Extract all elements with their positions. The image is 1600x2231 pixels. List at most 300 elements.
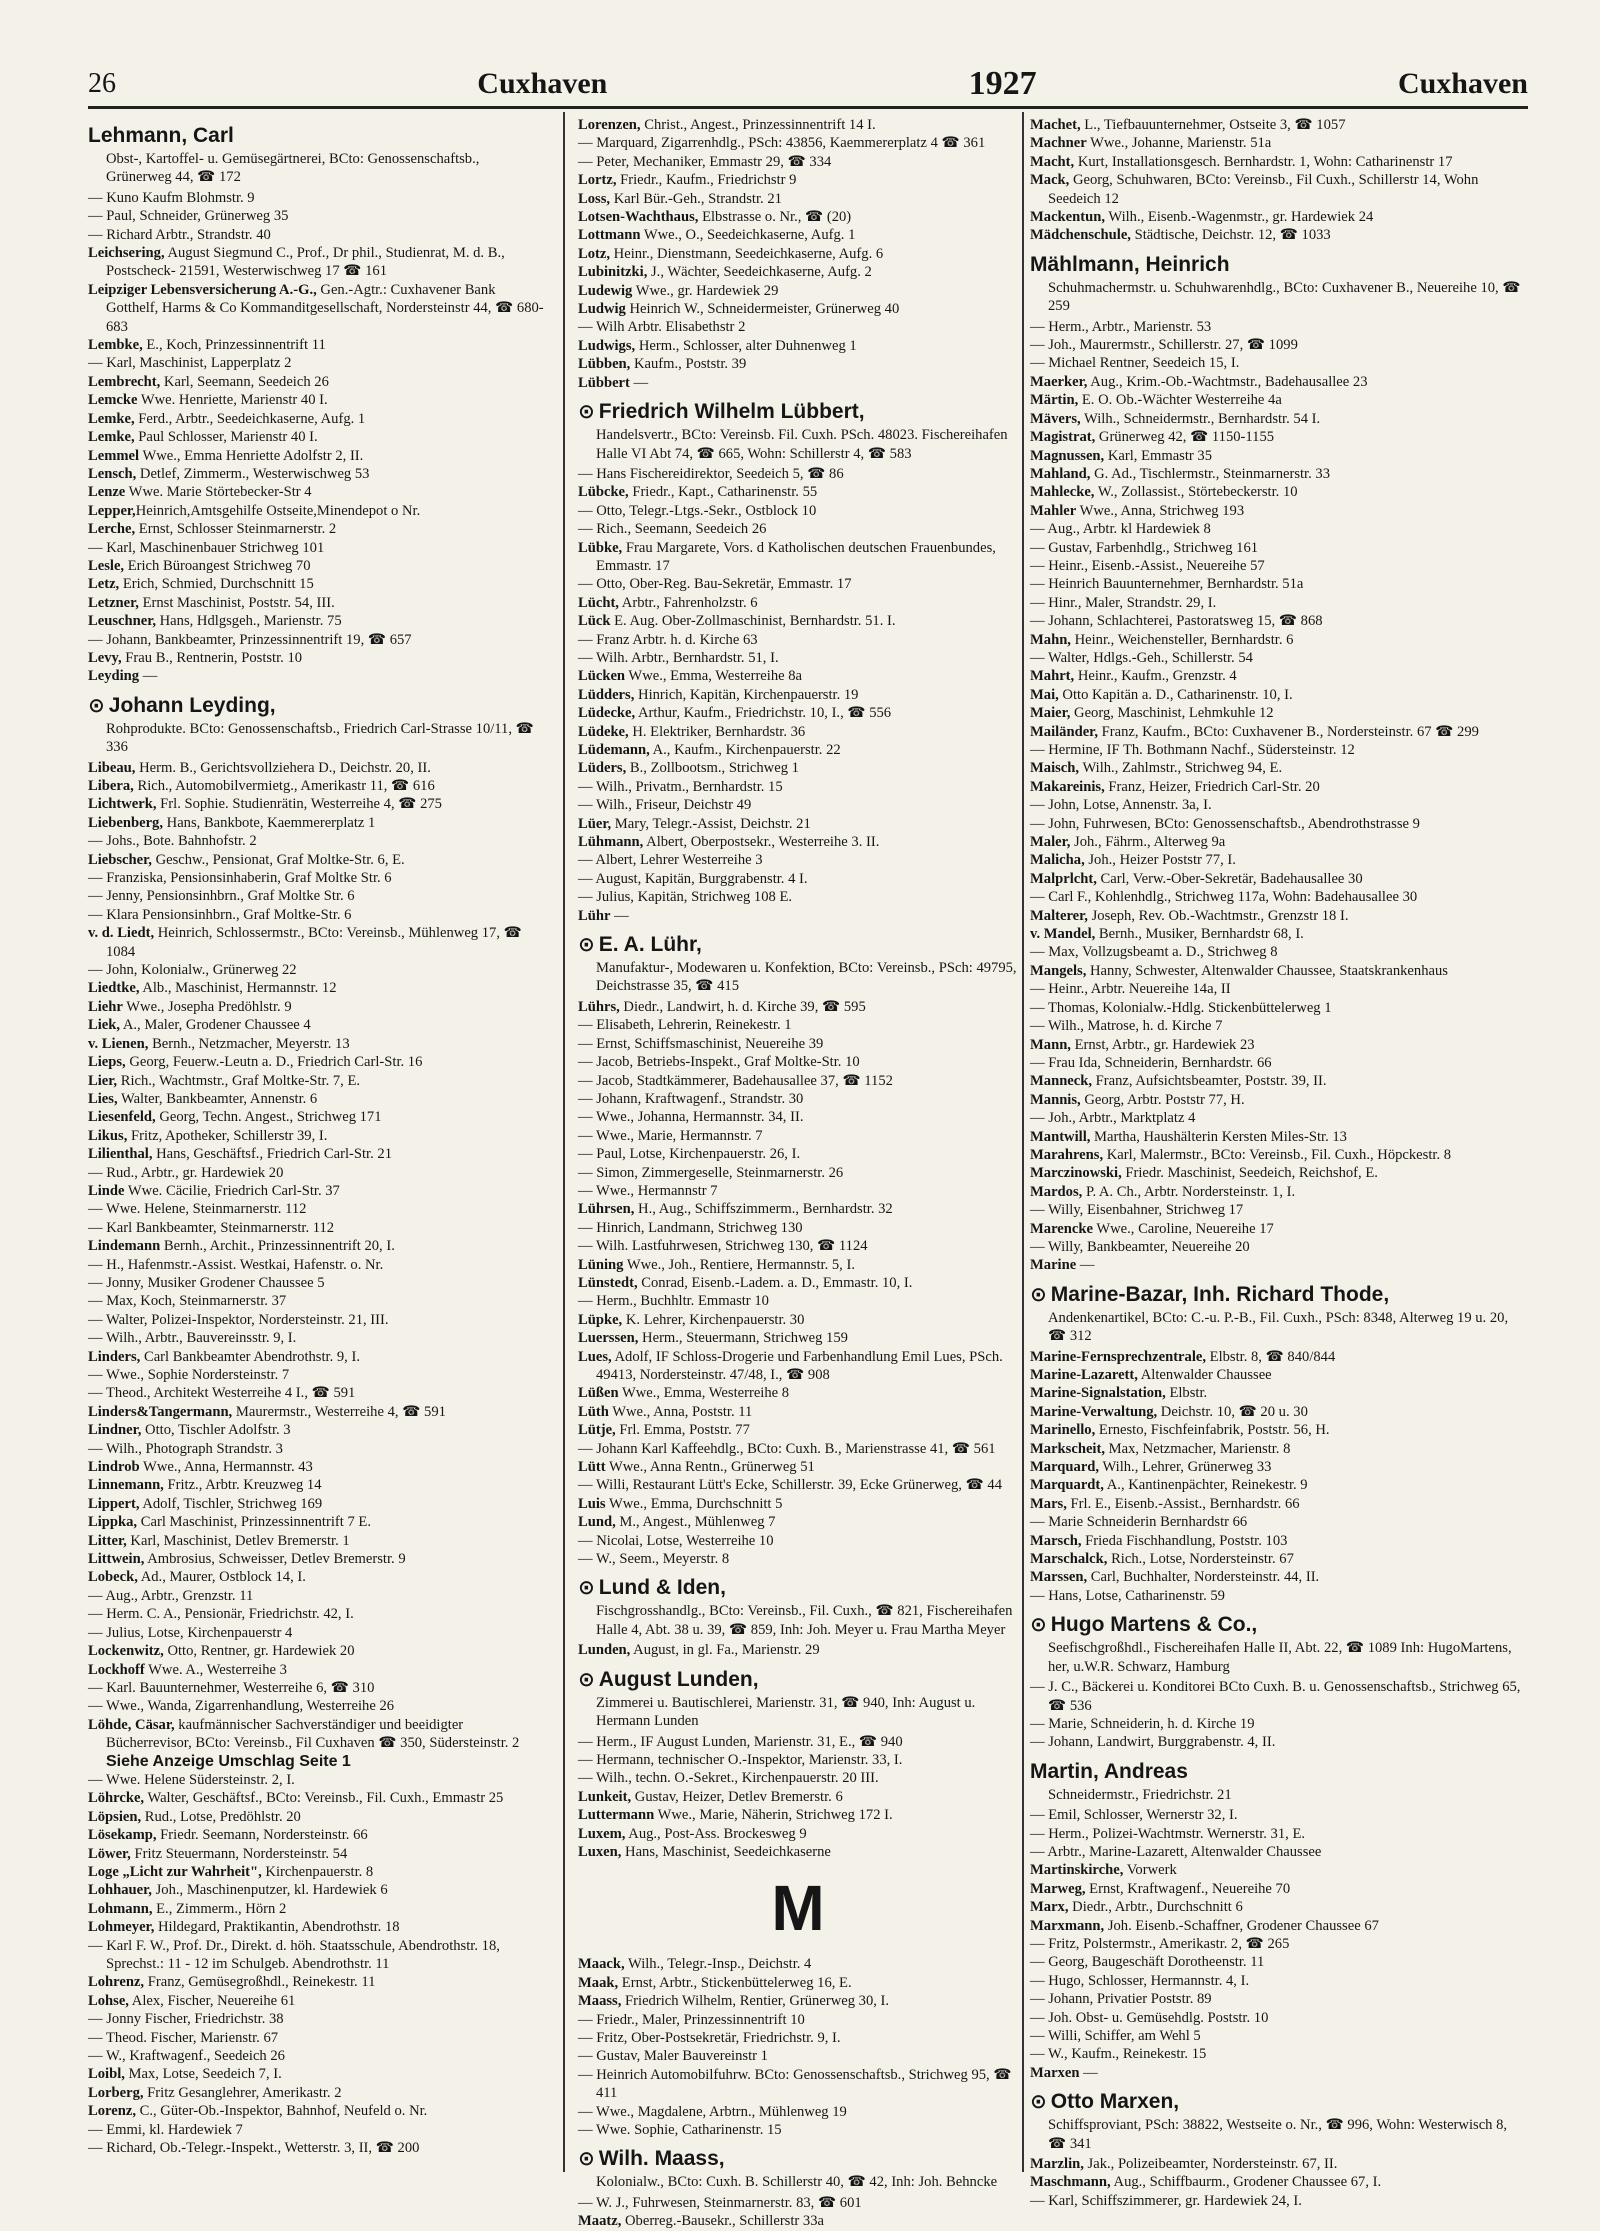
entry-name: Leipziger Lebensversicherung A.-G.,: [88, 281, 317, 298]
directory-entry: [578, 1072, 1018, 1090]
featured-entry: [578, 1574, 1018, 1639]
entry-details: — Theod. Fischer, Marienstr. 67: [88, 2029, 279, 2046]
entry-details: Conrad, Eisenb.-Ladem. a. D., Emmastr. 10, I.: [637, 1274, 913, 1291]
directory-entry: [88, 1403, 548, 1421]
directory-entry: [1030, 980, 1528, 998]
entry-details: — W. J., Fuhrwesen, Steinmarnerstr. 83, ☎ 601: [578, 2194, 862, 2211]
directory-entry: [578, 153, 1018, 171]
entry-details: — August, Kapitän, Burggrabenstr. 4 I.: [578, 870, 808, 887]
directory-entry: [1030, 1366, 1528, 1384]
entry-details: — Simon, Zimmergeselle, Steinmarnerstr. 26: [578, 1164, 844, 1181]
entry-details: C., Güter-Ob.-Inspektor, Bahnhof, Neufeld o. Nr.: [135, 2103, 428, 2120]
directory-entry: [1030, 354, 1528, 372]
entry-details: Deichstr. 10, ☎ 20 u. 30: [1157, 1403, 1308, 1420]
entry-details: — Karl, Schiffszimmerer, gr. Hardewiek 24, I.: [1030, 2192, 1302, 2209]
entry-name: Mahn,: [1030, 631, 1071, 648]
entry-name: Löhrcke,: [88, 1790, 145, 1807]
directory-entry: [1030, 667, 1528, 685]
entry-name: Lichtwerk,: [88, 796, 157, 813]
directory-entry: [1030, 1238, 1528, 1256]
entry-details: Oberreg.-Bausekr., Schillerstr 33a: [621, 2213, 824, 2230]
directory-entry: [578, 631, 1018, 649]
registered-mark-icon: ⊙: [578, 1668, 595, 1691]
entry-details: A., Kantinenpächter, Reinekestr. 9: [1103, 1477, 1308, 1494]
directory-entry: [1030, 907, 1528, 925]
entry-details: — Hugo, Schlosser, Hermannstr. 4, I.: [1030, 1972, 1250, 1989]
entry-name: Makareinis,: [1030, 778, 1105, 795]
entry-name: Letz,: [88, 576, 120, 593]
directory-entry: [1030, 851, 1528, 869]
entry-name: Mahler: [1030, 502, 1077, 519]
entry-details: — Wilh., Privatm., Bernhardstr. 15: [578, 778, 783, 795]
entry-details: Karl, Malermstr., BCto: Vereinsb., Fil. Cuxh., Höpckestr. 8: [1103, 1146, 1452, 1163]
entry-name: Marinello,: [1030, 1422, 1096, 1439]
entry-details: Diedr., Landwirt, h. d. Kirche 39, ☎ 595: [619, 998, 866, 1015]
entry-details: kaufmännischer Sachverständiger und beeidigter Bücherrevisor, BCto: Vereinsb., Fil Cuxhaven ☎ 350, Südersteinstr. 2: [106, 1716, 520, 1752]
directory-entry: [88, 777, 548, 795]
directory-entry: [1030, 759, 1528, 777]
directory-entry: [88, 1384, 548, 1402]
directory-entry: [88, 447, 548, 465]
entry-details: — Arbtr., Marine-Lazarett, Altenwalder Chaussee: [1030, 1843, 1322, 1860]
directory-entry: [88, 520, 548, 538]
entry-name: Loibl,: [88, 2066, 125, 2083]
entry-name: Luttermann: [578, 1807, 655, 1824]
entry-name: Markscheit,: [1030, 1440, 1105, 1457]
directory-entry: [1030, 1935, 1528, 1953]
entry-details: —: [610, 907, 629, 924]
entry-details: Erich Büroangest Strichweg 70: [124, 557, 311, 574]
directory-entry: [1030, 1587, 1528, 1605]
directory-entry: [1030, 2027, 1528, 2045]
entry-details: Ambrosius, Schweisser, Detlev Bremerstr. 9: [144, 1551, 406, 1568]
entry-details: — Richard, Ob.-Telegr.-Inspekt., Wetterstr. 3, II, ☎ 200: [88, 2140, 420, 2157]
entry-name: v. Mandel,: [1030, 926, 1096, 943]
entry-name: Lenze: [88, 484, 126, 501]
entry-name: Malprlcht,: [1030, 870, 1097, 887]
directory-entry: [578, 1843, 1018, 1861]
directory-entry: [578, 1384, 1018, 1402]
entry-details: W., Zollassist., Störtebeckerstr. 10: [1094, 484, 1298, 501]
page-number: 26: [88, 68, 116, 99]
directory-entry: [578, 1495, 1018, 1513]
directory-entry: [578, 833, 1018, 851]
entry-details: — John, Kolonialw., Grünerweg 22: [88, 962, 297, 979]
entry-details: Rich., Automobilvermietg., Amerikastr 11, ☎ 616: [133, 778, 435, 794]
entry-details: — Aug., Arbtr. kl Hardewiek 8: [1030, 521, 1211, 538]
entry-name: Marssen,: [1030, 1569, 1088, 1586]
entry-details: Heinr., Dienstmann, Seedeichkaserne, Aufg. 6: [610, 245, 884, 262]
entry-name: Martin, Andreas: [1030, 1759, 1188, 1783]
entry-name: Maler,: [1030, 834, 1071, 851]
entry-name: Marencke: [1030, 1220, 1093, 1237]
entry-details: Albert, Oberpostsekr., Westerreihe 3. II.: [643, 834, 880, 851]
entry-details: Hildegard, Praktikantin, Abendrothstr. 18: [154, 1919, 400, 1936]
entry-details: L., Tiefbauunternehmer, Ostseite 3, ☎ 1057: [1080, 117, 1346, 133]
directory-entry: [1030, 1440, 1528, 1458]
entry-details: Wwe., Anna Rentn., Grünerweg 51: [605, 1459, 815, 1476]
entry-name: Marine: [1030, 1257, 1077, 1274]
entry-details: Fritz, Apotheker, Schillerstr 39, I.: [127, 1127, 328, 1144]
entry-details: — W., Kaufm., Reinekestr. 15: [1030, 2046, 1207, 2063]
column-divider: [563, 112, 565, 2172]
entry-details: — Julius, Lotse, Kirchenpauerstr 4: [88, 1624, 293, 1641]
entry-name: Marczinowski,: [1030, 1165, 1122, 1182]
entry-details: Max, Lotse, Seedeich 7, I.: [124, 2066, 282, 2083]
directory-entry: [578, 116, 1018, 134]
directory-entry: [1030, 1715, 1528, 1733]
entry-details: Kirchenpauerstr. 8: [261, 1863, 374, 1880]
entry-details: — Willi, Schiffer, am Wehl 5: [1030, 2028, 1201, 2044]
directory-entry: [88, 1440, 548, 1458]
directory-entry: [88, 1826, 548, 1844]
entry-name: Loge „Licht zur Wahrheit",: [88, 1863, 262, 1880]
entry-name: Lohrenz,: [88, 1974, 145, 1991]
entry-details: — Johann Karl Kaffeehdlg., BCto: Cuxh. B., Marienstrasse 41, ☎ 561: [578, 1440, 996, 1457]
directory-entry: [88, 1164, 548, 1182]
directory-entry: [578, 190, 1018, 208]
directory-entry: [88, 979, 548, 997]
directory-entry: [578, 337, 1018, 355]
entry-name: Ludewig: [578, 282, 633, 299]
directory-entry: [88, 1992, 548, 2010]
entry-name: Lunkeit,: [578, 1788, 632, 1805]
entry-name: Lindrob: [88, 1459, 140, 1476]
entry-details: — Franz Arbtr. h. d. Kirche 63: [578, 631, 758, 648]
entry-name: Lorenz,: [88, 2103, 136, 2120]
directory-entry: [88, 1421, 548, 1439]
entry-name: Machet,: [1030, 117, 1081, 133]
entry-details: — Klara Pensionsinhbrn., Graf Moltke-Str. 6: [88, 906, 352, 923]
entry-name: Lübke,: [578, 539, 623, 556]
directory-entry: [1030, 1898, 1528, 1916]
directory-entry: [1030, 2173, 1528, 2191]
featured-entry-name: [1030, 1611, 1528, 1639]
entry-details: Grünerweg 42, ☎ 1150-1155: [1095, 429, 1275, 446]
directory-entry: [1030, 1861, 1528, 1879]
directory-entry: [1030, 1458, 1528, 1476]
entry-details: Georg, Techn. Angest., Strichweg 171: [155, 1109, 382, 1126]
entry-details: — Wwe. Sophie, Catharinenstr. 15: [578, 2122, 782, 2138]
entry-name: Lues,: [578, 1348, 612, 1365]
entry-details: — Max, Vollzugsbeamt a. D., Strichweg 8: [1030, 944, 1278, 961]
entry-details: G. Ad., Tischlermstr., Steinmarnerstr. 33: [1090, 465, 1331, 482]
directory-entry: [578, 759, 1018, 777]
entry-name: Lund & Iden,: [598, 1576, 726, 1600]
entry-name: Magnussen,: [1030, 447, 1105, 464]
entry-details: — Julius, Kapitän, Strichweg 108 E.: [578, 889, 793, 906]
entry-name: Lortz,: [578, 172, 617, 189]
entry-details: Vorwerk: [1123, 1862, 1177, 1879]
entry-name: Marquardt,: [1030, 1477, 1104, 1494]
registered-mark-icon: ⊙: [1030, 1614, 1047, 1637]
entry-name: Linnemann,: [88, 1477, 164, 1494]
directory-entry: [578, 1440, 1018, 1458]
directory-entry: [1030, 1825, 1528, 1843]
entry-details: Joseph, Rev. Ob.-Wachtmstr., Grenzstr 18 I.: [1087, 907, 1349, 924]
entry-details: Fritz Gesanglehrer, Amerikastr. 2: [143, 2084, 342, 2101]
directory-entry: [88, 1366, 548, 1384]
column-middle: [578, 116, 1018, 2230]
entry-details: Mary, Telegr.-Assist, Deichstr. 21: [611, 815, 811, 832]
directory-entry: [1030, 1128, 1528, 1146]
entry-name: Maerker,: [1030, 373, 1088, 390]
directory-entry: [1030, 1164, 1528, 1182]
directory-entry: [578, 575, 1018, 593]
entry-details: Kurt, Installationsgesch. Bernhardstr. 1, Wohn: Catharinenstr 17: [1074, 153, 1453, 170]
directory-entry: [1030, 520, 1528, 538]
directory-entry: [578, 815, 1018, 833]
directory-entry: [88, 1348, 548, 1366]
entry-name: Lühr: [578, 907, 611, 924]
directory-entry: [578, 998, 1018, 1016]
entry-name: August Lunden,: [598, 1667, 759, 1691]
directory-entry: [88, 1568, 548, 1586]
featured-entry-name: [578, 931, 1018, 959]
entry-details: Wwe., Anna, Strichweg 193: [1076, 502, 1245, 519]
entry-details: Wwe. Marie Störtebecker-Str 4: [125, 484, 312, 501]
directory-entry: [1030, 153, 1528, 171]
entry-details: Wwe. Cäcilie, Friedrich Carl-Str. 37: [124, 1182, 340, 1199]
directory-entry: [578, 1127, 1018, 1145]
directory-entry: [578, 1035, 1018, 1053]
directory-entry: [88, 1642, 548, 1660]
entry-details: — Max, Koch, Steinmarnerstr. 37: [88, 1293, 287, 1310]
entry-details: Ernst, Arbtr., Stickenbüttelerweg 16, E.: [618, 1974, 852, 1991]
entry-name: Lier,: [88, 1072, 118, 1089]
entry-details: — Wilh., Matrose, h. d. Kirche 7: [1030, 1018, 1223, 1035]
entry-name: Wilh. Maass,: [598, 2147, 725, 2171]
entry-details: — Jonny Fischer, Friedrichstr. 38: [88, 2011, 284, 2028]
directory-entry: [578, 796, 1018, 814]
directory-entry: [1030, 1550, 1528, 1568]
entry-name: Lücken: [578, 668, 626, 685]
entry-details: Hans, Geschäftsf., Friedrich Carl-Str. 21: [152, 1146, 392, 1163]
entry-name: Lippert,: [88, 1495, 140, 1512]
entry-details: Otto, Tischler Adolfstr. 3: [141, 1422, 291, 1439]
entry-details: Friedr., Kaufm., Friedrichstr 9: [616, 172, 797, 189]
featured-entry-name: [1030, 251, 1528, 279]
entry-name: Mailänder,: [1030, 723, 1098, 740]
entry-name: Malterer,: [1030, 907, 1088, 924]
entry-details: — Emmi, kl. Hardewiek 7: [88, 2121, 243, 2138]
directory-entry: [88, 869, 548, 887]
directory-entry: [1030, 925, 1528, 943]
directory-entry: [88, 281, 548, 336]
entry-details: Paul Schlosser, Marienstr 40 I.: [134, 429, 318, 446]
directory-entry: [88, 1237, 548, 1255]
entry-details: — Emil, Schlosser, Wernerstr 32, I.: [1030, 1807, 1238, 1824]
registered-mark-icon: ⊙: [578, 934, 595, 957]
directory-entry: [578, 1090, 1018, 1108]
entry-name: Lübben,: [578, 356, 631, 373]
entry-details: Georg, Feuerw.-Leutn a. D., Friedrich Carl-Str. 16: [125, 1054, 423, 1071]
directory-entry: [88, 759, 548, 777]
directory-entry: [88, 1200, 548, 1218]
directory-entry: [578, 870, 1018, 888]
entry-name: Marahrens,: [1030, 1146, 1104, 1163]
entry-details: — Johann, Schlachterei, Pastoratsweg 15, ☎ 868: [1030, 613, 1323, 630]
directory-entry: [88, 1845, 548, 1863]
entry-name: Lund,: [578, 1514, 616, 1531]
entry-details: — Nicolai, Lotse, Westerreihe 10: [578, 1532, 774, 1549]
directory-entry: [578, 483, 1018, 501]
entry-details: — Wilh., Arbtr., Bauvereinsstr. 9, I.: [88, 1330, 297, 1347]
featured-entry-name: [578, 2145, 1018, 2173]
entry-name: Maatz,: [578, 2213, 622, 2230]
entry-details: — Michael Rentner, Seedeich 15, I.: [1030, 355, 1240, 372]
entry-details: Aug., Krim.-Ob.-Wachtmstr., Badehausallee 23: [1087, 373, 1368, 390]
directory-entry: [1030, 391, 1528, 409]
entry-name: Mars,: [1030, 1495, 1067, 1512]
directory-entry: [578, 1788, 1018, 1806]
directory-entry: [578, 1182, 1018, 1200]
entry-name: Lührsen,: [578, 1201, 635, 1218]
directory-entry: [578, 1955, 1018, 1973]
entry-details: Georg, Schuhwaren, BCto: Vereinsb., Fil Cuxh., Schillerstr 14, Wohn Seedeich 12: [1048, 172, 1479, 207]
entry-name: Marx,: [1030, 1899, 1069, 1916]
directory-entry: [88, 1550, 548, 1568]
entry-details: Rich., Lotse, Nordersteinstr. 67: [1107, 1551, 1294, 1568]
entry-name: Marschalck,: [1030, 1551, 1108, 1568]
entry-details: — Johs., Bote. Bahnhofstr. 2: [88, 833, 257, 850]
directory-entry: [88, 1661, 548, 1679]
entry-details: — Otto, Telegr.-Ltgs.-Sekr., Ostblock 10: [578, 502, 817, 519]
featured-entry: [578, 931, 1018, 996]
entry-details: — Karl. Bauunternehmer, Westerreihe 6, ☎ 310: [88, 1679, 375, 1696]
featured-entry: [88, 692, 548, 757]
entry-name: Lockenwitz,: [88, 1643, 164, 1660]
directory-entry: [1030, 1843, 1528, 1861]
directory-entry: [1030, 318, 1528, 336]
entry-details: — H., Hafenmstr.-Assist. Westkai, Hafenstr. o. Nr.: [88, 1256, 384, 1273]
entry-details: Fischgrosshandlg., BCto: Vereinsb., Fil. Cuxh., ☎ 821, Fischereihafen Halle 4, Abt. 38 u. 39, ☎ 859, Inh: Joh. Meyer u. Frau Martha Meyer: [596, 1603, 1013, 1638]
directory-entry: [578, 263, 1018, 281]
entry-details: — Herm., Buchhltr. Emmastr 10: [578, 1293, 769, 1310]
directory-entry: [1030, 870, 1528, 888]
directory-entry: [1030, 483, 1528, 501]
directory-entry: [1030, 1072, 1528, 1090]
featured-entry-name: [1030, 1758, 1528, 1786]
entry-name: Lunden,: [578, 1642, 631, 1659]
entry-details: Ernst, Schlosser Steinmarnerstr. 2: [135, 521, 337, 538]
directory-entry: [88, 1292, 548, 1310]
directory-entry: [88, 1605, 548, 1623]
entry-details: — Wwe., Sophie Nordersteinstr. 7: [88, 1367, 290, 1383]
entry-details: Schneidermstr., Friedrichstr. 21: [1048, 1786, 1232, 1803]
entry-details: — Aug., Arbtr., Grenzstr. 11: [88, 1587, 254, 1604]
entry-details: Altenwalder Chaussee: [1137, 1367, 1272, 1383]
entry-details: — Wilh., techn. O.-Sekret., Kirchenpauerstr. 20 III.: [578, 1770, 879, 1787]
directory-entry: [578, 888, 1018, 906]
entry-details: August Siegmund C., Prof., Dr phil., Studienrat, M. d. B., Postscheck- 21591, Westerwischweg 17 ☎ 161: [106, 245, 505, 280]
featured-entry: [1030, 2088, 1528, 2153]
directory-entry: [1030, 1421, 1528, 1439]
directory-entry: [88, 667, 548, 685]
directory-entry: [578, 1348, 1018, 1385]
entry-name: Lüdecke,: [578, 705, 636, 722]
entry-name: Likus,: [88, 1127, 128, 1144]
featured-entry: [1030, 1611, 1528, 1676]
entry-details: — Wwe. Helene Südersteinstr. 2, I.: [88, 1771, 295, 1788]
entry-details: Karl, Seemann, Seedeich 26: [160, 373, 329, 390]
entry-details: Wwe., Josepha Predöhlstr. 9: [122, 998, 292, 1015]
entry-details: — Karl, Maschinist, Lapperplatz 2: [88, 355, 292, 372]
directory-entry: [88, 1808, 548, 1826]
entry-name: Lieps,: [88, 1054, 126, 1071]
directory-entry: [1030, 2155, 1528, 2173]
directory-entry: [578, 226, 1018, 244]
entry-details: Carl Maschinist, Prinzessinnentrift 7 E.: [137, 1514, 371, 1531]
directory-entry: [88, 1532, 548, 1550]
entry-details: — Gustav, Maler Bauvereinstr 1: [578, 2048, 768, 2065]
entry-details: — Wilh. Lastfuhrwesen, Strichweg 130, ☎ 1124: [578, 1238, 868, 1255]
directory-entry: [578, 171, 1018, 189]
directory-entry: [578, 520, 1018, 538]
directory-entry: [1030, 226, 1528, 244]
directory-entry: [88, 998, 548, 1016]
directory-entry: [88, 1072, 548, 1090]
entry-name: Lüning: [578, 1256, 624, 1273]
directory-entry: [1030, 631, 1528, 649]
entry-details: Heinr., Kaufm., Grenzstr. 4: [1074, 668, 1237, 685]
entry-name: Lobeck,: [88, 1569, 138, 1586]
entry-details: — Wwe., Wanda, Zigarrenhandlung, Westerreihe 26: [88, 1698, 395, 1715]
entry-details: Elbstr.: [1165, 1385, 1208, 1402]
entry-name: Lorberg,: [88, 2084, 144, 2101]
entry-details: Franz, Gemüsegroßhdl., Reinekestr. 11: [144, 1974, 376, 1991]
directory-entry: [88, 336, 548, 354]
entry-name: Liedtke,: [88, 980, 140, 997]
entry-name: Luxen,: [578, 1843, 622, 1860]
directory-entry: [88, 2065, 548, 2083]
entry-details: — Johann, Landwirt, Burggrabenstr. 4, II.: [1030, 1734, 1276, 1751]
entry-details: Walter, Geschäftsf., BCto: Vereinsb., Fil. Cuxh., Emmastr 25: [144, 1790, 504, 1807]
entry-name: Liebscher,: [88, 851, 152, 868]
entry-name: Marine-Bazar, Inh. Richard Thode,: [1050, 1282, 1390, 1306]
entry-name: Märtin,: [1030, 392, 1079, 409]
entry-details: — W., Seem., Meyerstr. 8: [578, 1551, 730, 1568]
entry-details: — Walter, Hdlgs.-Geh., Schillerstr. 54: [1030, 649, 1253, 666]
entry-name: Löwer,: [88, 1845, 131, 1862]
entry-name: Lindemann: [88, 1238, 161, 1255]
directory-entry: [578, 1513, 1018, 1531]
directory-entry: [578, 723, 1018, 741]
entry-name: Marine-Fernsprechzentrale,: [1030, 1348, 1207, 1365]
entry-details: Otto, Rentner, gr. Hardewiek 20: [163, 1643, 355, 1660]
entry-name: Maier,: [1030, 705, 1071, 722]
directory-entry: [578, 741, 1018, 759]
entry-details: Bernh., Musiker, Bernhardstr 68, I.: [1095, 926, 1304, 943]
entry-name: Leyding: [88, 668, 140, 685]
entry-details: Seefischgroßhdl., Fischereihafen Halle II, Abt. 22, ☎ 1089 Inh: HugoMartens, her, u.W.R. Schwarz, Hamburg: [1048, 1640, 1512, 1675]
entry-name: Lütje,: [578, 1422, 616, 1439]
entry-name: Lemke,: [88, 410, 135, 427]
entry-details: Adolf, Tischler, Strichweg 169: [139, 1495, 323, 1512]
entry-details: —: [1079, 2064, 1098, 2081]
directory-entry: [1030, 1476, 1528, 1494]
entry-name: Mangels,: [1030, 962, 1087, 979]
entry-name: Lünstedt,: [578, 1274, 638, 1291]
entry-name: Lohmann,: [88, 1900, 153, 1917]
directory-entry: [578, 1016, 1018, 1034]
directory-entry: [578, 1219, 1018, 1237]
entry-details: Erich, Schmied, Durchschnitt 15: [119, 576, 314, 593]
entry-details: Obst-, Kartoffel- u. Gemüsegärtnerei, BCto: Genossenschaftsb., Grünerweg 44, ☎ 172: [106, 151, 480, 186]
directory-entry: [88, 1311, 548, 1329]
featured-entry: [1030, 1281, 1528, 1346]
directory-entry: [1030, 1917, 1528, 1935]
